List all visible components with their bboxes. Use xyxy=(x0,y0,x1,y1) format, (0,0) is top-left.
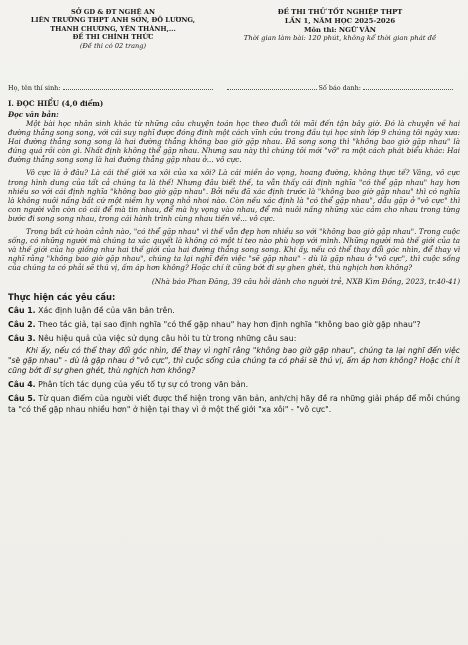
question-text: Phân tích tác dụng của yếu tố tự sự có trong văn bản. xyxy=(38,380,249,390)
school-cluster-line2: THANH CHƯƠNG, YÊN THÀNH,... xyxy=(50,24,176,33)
candidate-id-label: Số báo danh: xyxy=(318,84,361,92)
pages-note: (Đề thi có 02 trang) xyxy=(79,41,147,50)
question-text: Theo tác giả, tại sao định nghĩa "có thể gặp nhau" hay hơn định nghĩa "không bao giờ gặp nhau"? xyxy=(38,319,421,329)
exam-type: ĐỀ THI CHÍNH THỨC xyxy=(72,33,154,42)
question-2 xyxy=(8,320,460,330)
exam-info-block xyxy=(220,6,460,78)
question-3 xyxy=(8,334,460,344)
passage-source: (Nhà báo Phan Đăng, 39 câu hỏi dành cho người trẻ, NXB Kim Đồng, 2023, tr.40-41) xyxy=(151,276,460,286)
department-name: SỞ GD & ĐT NGHỆ AN xyxy=(70,8,155,16)
passage-paragraph-3: Trong bất cứ hoàn cảnh nào, "có thể gặp nhau" vì thế vẫn đẹp hơn nhiều so với "không bao giờ gặp nhau". Trong cuộc sống, có những người mà chúng ta xác quyết là không có một tí teo nào phù hợp với mình. Những người mà thế giới của ta và thế giới của họ giống như hai thế giới của hai đường thẳng song song. Khi ấy, nếu có thể thay đổi góc nhìn, để thay vì nghĩ rằng "không bao giờ gặp nhau", chúng ta lại nghĩ đến việc "sẽ gặp nhau" - dù là gặp nhau ở "vô cực", thì cuộc sống của chúng ta có phải sẽ thú vị, ấm áp hơn không? Hoặc chí ít cũng bớt đi sự ghen ghét, thù nghịch hơn không? xyxy=(8,227,460,273)
question-5 xyxy=(8,394,460,414)
passage-paragraph-1: Một bài học nhân sinh khác từ những câu chuyện toán học theo đuổi tôi mãi đến tận bây giờ. Đó là chuyện về hai đường thẳng song song, với cái suy nghĩ được đóng đinh một cách vĩnh cửu trong đầu tụi học sinh lớp 9 chúng tôi ngày xưa: Hai đường thẳng song song là hai đường thẳng không bao giờ gặp nhau. Đã song song thì "không bao giờ gặp nhau" là đúng quá rồi còn gì. Nhất định không thể gặp nhau. Nhưng sau này thì chúng tôi mới "vỡ" ra một cách phát biểu khác: Hai đường thẳng song song là hai đường thẳng gặp nhau ở... vô cực. xyxy=(8,119,460,165)
candidate-name-line xyxy=(63,89,213,90)
passage-paragraph-2: Vô cực là ở đâu? Là cái thế giới xa xôi của xa xôi? Là cái miền ảo vọng, hoang đường, không thực tế? Vâng, vô cực trong hình dung của tất cả chúng ta là thế! Nhưng đâu biết thế, ta vẫn thấy cái định nghĩa "có thể gặp nhau" hay hơn nhiều so với cái định nghĩa "không bao giờ gặp nhau". Bởi nếu đã xác định trước là "không bao giờ gặp nhau" thì có nghĩa là không nuôi nấng bất cứ một niềm hy vọng nhỏ nhoi nào. Còn nếu xác định là "có thể gặp nhau", dẫu gặp ở "vô cực" thì con người vẫn còn có cái để mà tin nhau, để mà hy vọng vào nhau, để mà nuôi nấng những xúc cảm cho nhau trong từng bước đi song song nhau, trong cái hành trình cùng nhau tiến về... vô cực. xyxy=(8,168,460,223)
school-cluster-line1: LIÊN TRƯỜNG THPT ANH SƠN, ĐÔ LƯƠNG, xyxy=(30,16,196,25)
question-4 xyxy=(8,380,460,390)
candidate-id-lead-line xyxy=(227,89,317,90)
question-text: Nêu hiệu quả của việc sử dụng câu hỏi tu từ trong những câu sau: xyxy=(38,333,297,343)
question-label: Câu 3. xyxy=(8,333,36,343)
question-label: Câu 2. xyxy=(8,319,36,329)
candidate-name-field xyxy=(8,84,213,93)
section-title: I. ĐỌC HIỂU (4,0 điểm) xyxy=(8,99,104,108)
exam-round: LẦN 1, NĂM HỌC 2025-2026 xyxy=(284,16,396,25)
question-3-quote: Khi ấy, nếu có thể thay đổi góc nhìn, để thay vì nghĩ rằng "không bao giờ gặp nhau", chúng ta lại nghĩ đến việc "sẽ gặp nhau" - dù là gặp nhau ở "vô cực", thì cuộc sống của chúng ta có phải sẽ thú vị, ấm áp hơn không? Hoặc chí ít cũng bớt đi sự ghen ghét, thù nghịch hơn không? xyxy=(8,346,460,376)
question-text: Xác định luận đề của văn bản trên. xyxy=(38,305,175,315)
question-label: Câu 4. xyxy=(8,380,36,390)
candidate-row xyxy=(8,84,460,93)
question-label: Câu 5. xyxy=(8,394,36,404)
question-label: Câu 1. xyxy=(8,305,36,315)
exam-subject: Môn thi: NGỮ VĂN xyxy=(304,25,376,34)
exam-title: ĐỀ THI THỬ TỐT NGHIỆP THPT xyxy=(277,8,403,16)
question-text: Từ quan điểm của người viết được thể hiện trong văn bản, anh/chị hãy đề ra những giải pháp để mỗi chúng ta "có thể gặp nhau nhiều hơn" ở hiện tại thay vì ở một thế giới "xa xôi" - "vô cực". xyxy=(8,394,461,414)
question-1 xyxy=(8,306,460,316)
candidate-id-field xyxy=(227,84,453,93)
passage-label: Đọc văn bản: xyxy=(8,110,59,119)
candidate-id-line xyxy=(363,89,453,90)
exam-time: Thời gian làm bài: 120 phút, không kể thời gian phát đề xyxy=(243,34,437,43)
candidate-name-label: Họ, tên thí sinh: xyxy=(8,84,61,92)
school-block xyxy=(8,6,218,78)
exam-header xyxy=(8,6,460,78)
tasks-title: Thực hiện các yêu cầu: xyxy=(8,291,116,302)
